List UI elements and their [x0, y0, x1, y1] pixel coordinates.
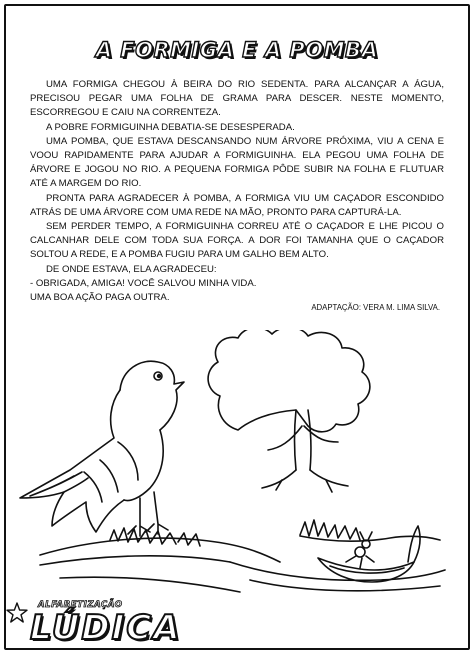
- story-paragraph: SEM PERDER TEMPO, A FORMIGUINHA CORREU ATÉ O CAÇADOR E LHE PICOU O CALCANHAR DELE COM TODA SUA FORÇA. A DOR FOI TAMANHA QUE O CAÇADOR SOLTOU A REDE, E A POMBA FUGIU PARA UM GALHO BEM ALTO.: [30, 221, 444, 261]
- adaptation-credit: ADAPTAÇÃO: VERA M. LIMA SILVA.: [311, 303, 440, 312]
- brand-name: LÚDICA: [30, 608, 182, 648]
- star-icon: [6, 602, 28, 624]
- story-paragraph: UMA FORMIGA CHEGOU À BEIRA DO RIO SEDENTA. PARA ALCANÇAR A ÁGUA, PRECISOU PEGAR UMA FOLHA DE GRAMA PARA DESCER. NESTE MOMENTO, ESCORREGOU E CAIU NA CORRENTEZA.: [30, 79, 444, 119]
- story-text: [30, 78, 444, 305]
- dove-drawing: [20, 361, 184, 536]
- story-paragraph: UMA BOA AÇÃO PAGA OUTRA.: [30, 292, 170, 304]
- story-paragraph: - OBRIGADA, AMIGA! VOCÊ SALVOU MINHA VIDA.: [30, 277, 257, 289]
- brand-logo: [4, 600, 182, 650]
- story-paragraph: A POBRE FORMIGUINHA DEBATIA-SE DESESPERADA.: [46, 121, 295, 133]
- story-paragraph: DE ONDE ESTAVA, ELA AGRADECEU:: [46, 263, 217, 275]
- story-paragraph: UMA POMBA, QUE ESTAVA DESCANSANDO NUM ÁRVORE PRÓXIMA, VIU A CENA E VOOU RAPIDAMENTE PARA AJUDAR A FORMIGUINHA. ELA PEGOU UMA FOLHA DE ÁRVORE E JOGOU NO RIO. A PEQUENA FORMIGA PÔDE SUBIR NA FOLHA E FLUTUAR ATÉ A MARGEM DO RIO.: [30, 135, 444, 190]
- leaf-boat-drawing: [318, 526, 420, 582]
- story-title: A FORMIGA E A POMBA: [95, 38, 379, 62]
- story-paragraph: PRONTA PARA AGRADECER À POMBA, A FORMIGA VIU UM CAÇADOR ESCONDIDO ATRÁS DE UMA ÁRVORE COM UMA REDE NA MÃO, PRONTO PARA CAPTURÁ-LA.: [30, 192, 444, 218]
- tree-drawing: [208, 330, 370, 492]
- brand-subtitle: ALFABETIZAÇÃO: [38, 600, 123, 610]
- coloring-illustration: [0, 330, 474, 600]
